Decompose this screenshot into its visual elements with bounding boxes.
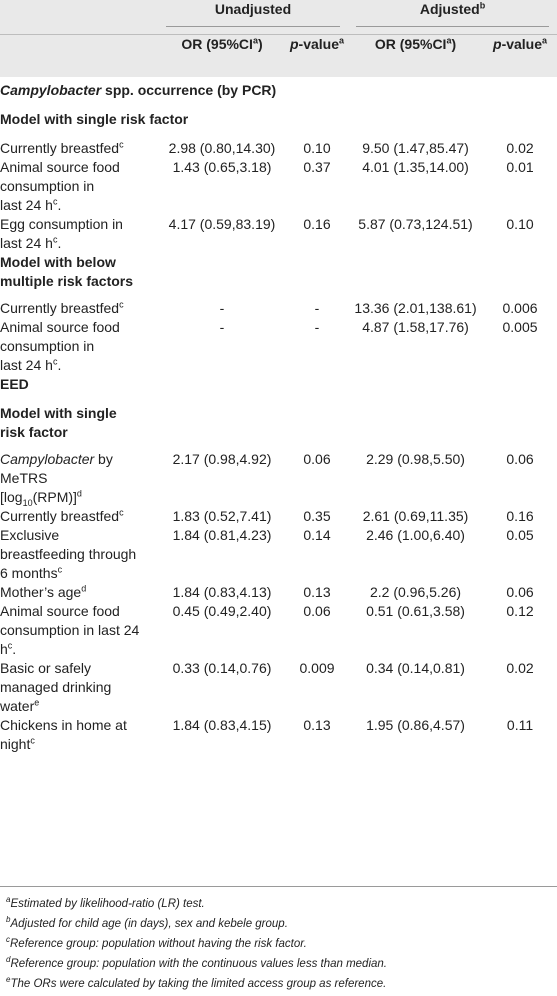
adjusted-or: 2.29 (0.98,5.50) <box>366 451 465 467</box>
unadjusted-or: 1.84 (0.83,4.13) <box>172 584 272 600</box>
adjusted-p: 0.10 <box>506 216 534 232</box>
row-label <box>0 526 158 583</box>
footnote-text: Adjusted for child age (in days), sex and kebele group. <box>10 918 288 930</box>
adjusted-p: 0.006 <box>502 300 538 316</box>
row-label-line: Exclusive <box>0 527 60 543</box>
col-or-label: OR (95%CI <box>374 36 447 52</box>
adjusted-p: 0.06 <box>506 451 534 467</box>
unadjusted-or: 2.17 (0.98,4.92) <box>172 451 272 467</box>
row-label <box>0 602 158 659</box>
header-blank-2 <box>0 35 158 78</box>
table-row <box>0 583 557 602</box>
footnote-a <box>6 894 556 914</box>
unadjusted-p: 0.10 <box>303 140 331 156</box>
campylobacter-italic: Campylobacter <box>0 82 102 98</box>
row-label-line: night <box>0 736 31 752</box>
group-adjusted <box>348 0 557 35</box>
footnote-e <box>6 974 556 994</box>
row-label-sup: c <box>52 234 58 245</box>
table-row <box>0 158 557 215</box>
row-label-line: last 24 h <box>0 197 53 213</box>
unadjusted-p: 0.13 <box>303 717 331 733</box>
footnote-c <box>6 934 556 954</box>
unadjusted-p: 0.06 <box>303 603 331 619</box>
row-label-tail: . <box>57 357 62 373</box>
row-label-line: Animal source food <box>0 319 120 335</box>
footnote-mark: d <box>6 955 11 965</box>
footnote-mark: e <box>6 975 11 985</box>
unadjusted-p: 0.16 <box>303 216 331 232</box>
adjusted-or: 1.95 (0.86,4.57) <box>366 717 465 733</box>
footnote-b <box>6 914 556 934</box>
unadjusted-p: 0.13 <box>303 584 331 600</box>
table-row <box>0 716 557 754</box>
row-label <box>0 507 158 526</box>
section-line: risk factor <box>0 424 68 440</box>
adjusted-p: 0.05 <box>506 527 534 543</box>
footnote-text: Reference group: population with the continuous values less than median. <box>10 958 387 970</box>
adjusted-or: 5.87 (0.73,124.51) <box>358 216 473 232</box>
adjusted-or: 9.50 (1.47,85.47) <box>362 140 469 156</box>
unadjusted-or: 1.83 (0.52,7.41) <box>172 508 272 524</box>
col-p-label: -value <box>298 36 340 52</box>
row-label-line: Currently breastfed <box>0 140 120 156</box>
col-or-sup: a <box>252 35 258 46</box>
footnotes <box>6 894 556 994</box>
row-label-sup: c <box>119 507 124 518</box>
unadjusted-p: - <box>314 300 320 316</box>
table-row <box>0 659 557 716</box>
row-label-line: Currently breastfed <box>0 300 120 316</box>
unadjusted-p: 0.37 <box>303 159 331 175</box>
row-label-line: consumption in <box>0 178 95 194</box>
row-label <box>0 716 158 754</box>
footnote-divider <box>0 886 557 887</box>
table-row <box>0 602 557 659</box>
row-label-sup: c <box>119 139 124 150</box>
row-label-tail: . <box>57 197 62 213</box>
unadjusted-or: 0.45 (0.49,2.40) <box>172 603 272 619</box>
col-p-italic: p <box>289 36 299 52</box>
row-label-sup: e <box>34 697 40 708</box>
col-p-label: -value <box>501 36 543 52</box>
section-line: Model with single <box>0 405 117 421</box>
footnote-text: The ORs were calculated by taking the limited access group as reference. <box>10 978 387 990</box>
row-label-line: Chickens in home at <box>0 717 127 733</box>
adjusted-or: 2.46 (1.00,6.40) <box>366 527 465 543</box>
unadjusted-p: 0.35 <box>303 508 331 524</box>
section-campylobacter <box>0 77 557 110</box>
col-or-label: OR (95%CI <box>181 36 253 52</box>
row-label-line: managed drinking <box>0 679 112 695</box>
section-eed-single-title <box>0 404 557 450</box>
adjusted-or: 4.01 (1.35,14.00) <box>362 159 469 175</box>
adjusted-or: 13.36 (2.01,138.61) <box>354 300 477 316</box>
adjusted-or: 2.2 (0.96,5.26) <box>369 584 462 600</box>
row-label-line: 6 months <box>0 565 58 581</box>
footnote-mark: c <box>6 935 10 945</box>
table-row <box>0 139 557 158</box>
row-label <box>0 659 158 716</box>
col-or-unadjusted <box>158 35 286 78</box>
unadjusted-or: 4.17 (0.59,83.19) <box>168 216 276 232</box>
row-label-line: Mother’s age <box>0 584 82 600</box>
unadjusted-p: 0.14 <box>303 527 331 543</box>
footnote-text: Reference group: population without having the risk factor. <box>10 938 307 950</box>
unadjusted-or: 1.43 (0.65,3.18) <box>172 159 272 175</box>
col-or-close: ) <box>257 36 263 52</box>
section-single-risk <box>0 110 557 139</box>
adjusted-p: 0.01 <box>506 159 534 175</box>
adjusted-p: 0.06 <box>506 584 534 600</box>
unadjusted-or: 1.84 (0.81,4.23) <box>172 527 272 543</box>
group-header-row <box>0 0 557 35</box>
table-row <box>0 299 557 318</box>
row-label-line: Animal source food <box>0 159 120 175</box>
row-label <box>0 299 158 318</box>
col-p-italic: p <box>493 36 502 52</box>
row-label-line: water <box>0 698 35 714</box>
section-line: multiple risk factors <box>0 273 134 289</box>
adjusted-p: 0.02 <box>506 660 534 676</box>
row-label <box>0 318 158 375</box>
adjusted-p: 0.005 <box>502 319 538 335</box>
row-label-sup: c <box>57 564 63 575</box>
row-label-line: last 24 h <box>0 357 53 373</box>
row-label-line: [log <box>0 489 23 505</box>
row-label-sup: d <box>76 488 82 499</box>
section-multiple-risk <box>0 253 557 299</box>
row-label-line: breastfeeding through <box>0 546 137 562</box>
adjusted-or: 0.34 (0.14,0.81) <box>366 660 465 676</box>
group-unadjusted <box>158 0 348 35</box>
unadjusted-or: - <box>219 300 225 316</box>
row-label-tail: . <box>57 235 62 251</box>
row-label-line: Animal source food <box>0 603 120 619</box>
row-label-sup: c <box>7 640 13 651</box>
col-or-close: ) <box>451 36 457 52</box>
header-blank <box>0 0 158 35</box>
row-label-line: consumption in <box>0 338 95 354</box>
row-label-sup: c <box>119 299 124 310</box>
unadjusted-or: 0.33 (0.14,0.76) <box>172 660 272 676</box>
table-row <box>0 450 557 507</box>
row-label <box>0 158 158 215</box>
row-label-sub: 10 <box>22 497 33 508</box>
row-label-line: Basic or safely <box>0 660 92 676</box>
group-adjusted-sup: b <box>479 0 486 11</box>
adjusted-or: 4.87 (1.58,17.76) <box>362 319 469 335</box>
adjusted-p: 0.11 <box>506 717 534 733</box>
row-label-line: Egg consumption in <box>0 216 123 232</box>
section-campylobacter-title <box>0 77 557 110</box>
row-label-line: by <box>94 451 113 467</box>
footnote-text: Estimated by likelihood-ratio (LR) test. <box>10 898 205 910</box>
row-label-sup: d <box>81 583 87 594</box>
col-p-adjusted <box>483 35 557 78</box>
row-label-italic: Campylobacter <box>0 451 95 467</box>
campylobacter-rest: spp. occurrence (by PCR) <box>101 82 277 98</box>
row-label <box>0 450 158 507</box>
unadjusted-p: 0.06 <box>303 451 331 467</box>
section-eed-title: EED <box>0 376 29 392</box>
adjusted-or: 2.61 (0.69,11.35) <box>362 508 469 524</box>
row-label-sup: c <box>52 356 58 367</box>
row-label-line: h <box>0 641 8 657</box>
row-label-sup: c <box>30 735 35 746</box>
footnote-mark: a <box>6 895 11 905</box>
table-row <box>0 318 557 375</box>
footnote-d <box>6 954 556 974</box>
row-label-line: Currently breastfed <box>0 508 120 524</box>
column-header-row <box>0 35 557 78</box>
adjusted-or: 0.51 (0.61,3.58) <box>366 603 465 619</box>
adjusted-p: 0.02 <box>506 140 534 156</box>
footnote-mark: b <box>6 915 11 925</box>
group-adjusted-label: Adjusted <box>419 1 480 17</box>
section-multiple-risk-title <box>0 253 557 299</box>
row-label-line: last 24 h <box>0 235 53 251</box>
table-row <box>0 526 557 583</box>
table-row <box>0 215 557 253</box>
row-label-line: (RPM)] <box>32 489 77 505</box>
section-line: Model with below <box>0 254 116 270</box>
col-or-adjusted <box>348 35 483 78</box>
unadjusted-p: - <box>314 319 320 335</box>
row-label-line: consumption in last 24 <box>0 622 140 638</box>
unadjusted-or: 2.98 (0.80,14.30) <box>168 140 276 156</box>
col-p-sup: a <box>542 35 548 46</box>
table-row <box>0 507 557 526</box>
section-eed <box>0 375 557 404</box>
row-label-sup: c <box>52 196 58 207</box>
adjusted-p: 0.12 <box>506 603 534 619</box>
col-or-sup: a <box>446 35 452 46</box>
unadjusted-p: 0.009 <box>299 660 335 676</box>
row-label <box>0 139 158 158</box>
section-single-risk-title: Model with single risk factor <box>0 111 189 127</box>
unadjusted-or: 1.84 (0.83,4.15) <box>172 717 272 733</box>
section-eed-single <box>0 404 557 450</box>
row-label <box>0 215 158 253</box>
row-label-line: MeTRS <box>0 470 48 486</box>
row-label-tail: . <box>12 641 17 657</box>
row-label <box>0 583 158 602</box>
col-p-sup: a <box>339 35 345 46</box>
col-p-unadjusted <box>286 35 348 78</box>
group-unadjusted-label: Unadjusted <box>214 1 292 17</box>
unadjusted-or: - <box>219 319 225 335</box>
adjusted-p: 0.16 <box>506 508 534 524</box>
